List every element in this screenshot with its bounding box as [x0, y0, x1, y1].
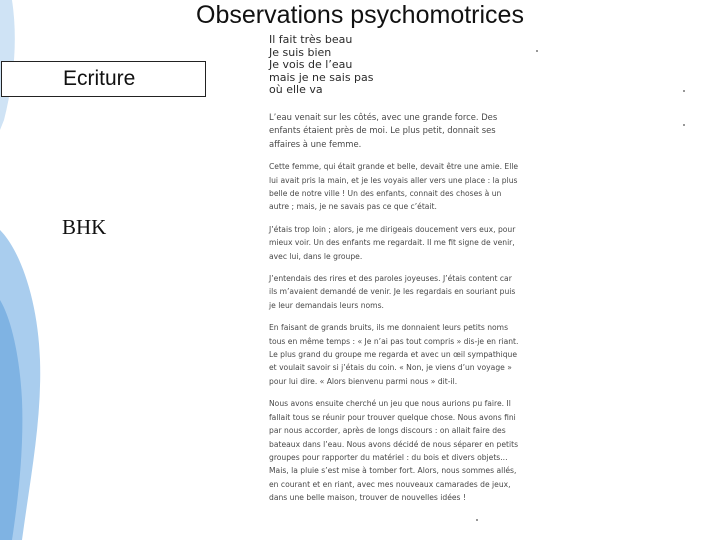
text-paragraph: Cette femme, qui était grande et belle, devait être une amie. Elle lui avait pris la main, et je les voyais aller vers une place : la plus belle de notre ville ! Un des enfants, connait des choses à un autre ; mais, je ne savais pas ce que c’était. — [269, 162, 519, 212]
handwriting-sample-scan — [262, 34, 520, 530]
scan-speck — [683, 90, 685, 92]
scan-speck — [683, 124, 685, 126]
writing-label: Ecriture — [63, 67, 136, 90]
writing-label-box — [1, 61, 206, 97]
text-paragraph: J’entendais des rires et des paroles joyeuses. J’étais content car ils m’avaient demandé de venir. Je les regardais en souriant puis je leur demandais leurs noms. — [269, 274, 516, 310]
poem-text: Il fait très beau Je suis bien Je vois de l’eau mais je ne sais pas où elle va — [269, 34, 374, 97]
text-paragraph: J’étais trop loin ; alors, je me dirigeais doucement vers eux, pour mieux voir. Un des enfants me regardait. Il me fit signe de venir, avec lui, dans le groupe. — [269, 224, 516, 261]
text-paragraph: L’eau venait sur les côtés, avec une grande force. Des enfants étaient près de moi. Le plus petit, donnait ses affaires à une femme. — [269, 111, 498, 149]
slide-title: Observations psychomotrices — [196, 1, 524, 29]
scan-speck — [476, 519, 478, 521]
bhk-label: BHK — [62, 215, 107, 239]
text-paragraph: Nous avons ensuite cherché un jeu que nous aurions pu faire. Il fallait tous se réunir pour trouver quelque chose. Nous avons fini par nous accorder, après de longs discours : on allait faire des bateaux dans l’eau. Nous avons décidé de nous séparer en petits groupes pour rapporter du matériel : du bois et divers objets... Mais, la pluie s’est mise à tomber fort. Alors, nous sommes allés, en courant et en riant, avec mes nouveaux camarades de jeux, dans une belle maison, trouver de nouvelles idées ! — [269, 399, 519, 503]
scan-speck — [536, 50, 538, 52]
text-paragraph: En faisant de grands bruits, ils me donnaient leurs petits noms tous en même temps : « Je n’ai pas tout compris » dis-je en riant. Le plus grand du groupe me regarda et avec un œil sympathique et voulait savoir si j’étais du coin. « Non, je viens d’un voyage » pour lui dire. « Alors bienvenu parmi nous » dit-il. — [269, 323, 519, 386]
